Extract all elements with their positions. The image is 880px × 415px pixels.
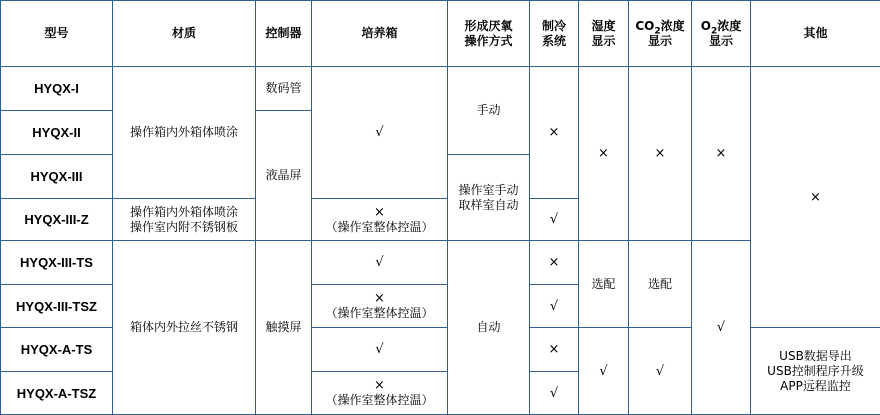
cooling-cell: √: [530, 372, 579, 415]
model-cell: HYQX-III-Z: [1, 199, 113, 241]
header-anaerobic: [448, 1, 530, 67]
anaerobic-cell: 手动: [448, 67, 530, 155]
co2-cell: ×: [629, 67, 692, 241]
incubator-cell: [312, 199, 448, 241]
material-line2: 操作室内附不锈钢板: [116, 220, 252, 235]
header-incubator: 培养箱: [312, 1, 448, 67]
model-cell: HYQX-III-TS: [1, 241, 113, 285]
header-co2: [629, 1, 692, 67]
model-cell: HYQX-II: [1, 111, 113, 155]
incubator-mark: ×: [315, 378, 444, 393]
incubator-note: （操作室整体控温）: [315, 220, 444, 235]
other-line1: USB数据导出: [754, 349, 877, 364]
humidity-cell: 选配: [579, 241, 629, 328]
model-cell: HYQX-A-TS: [1, 328, 113, 372]
incubator-cell: √: [312, 328, 448, 372]
model-cell: HYQX-III-TSZ: [1, 285, 113, 328]
header-humidity-line1: 湿度: [582, 19, 625, 34]
incubator-cell: √: [312, 241, 448, 285]
other-cell: ×: [751, 67, 880, 328]
material-cell: 箱体内外拉丝不锈钢: [113, 241, 256, 415]
o2-subscript: 2: [711, 26, 717, 36]
header-material: 材质: [113, 1, 256, 67]
header-cooling-line1: 制冷: [533, 19, 575, 34]
co2-prefix: CO: [635, 19, 654, 33]
header-cooling: [530, 1, 579, 67]
cooling-cell: ×: [530, 67, 579, 199]
cooling-cell: √: [530, 199, 579, 241]
controller-cell: 数码管: [256, 67, 312, 111]
header-co2-line2: 显示: [632, 34, 688, 49]
model-cell: HYQX-I: [1, 67, 113, 111]
header-cooling-line2: 系统: [533, 34, 575, 49]
header-o2-line2: 显示: [695, 34, 747, 49]
header-anaerobic-line1: 形成厌氧: [451, 19, 526, 34]
cooling-cell: √: [530, 285, 579, 328]
other-line3: APP远程监控: [754, 379, 877, 394]
material-line1: 操作箱内外箱体喷涂: [116, 205, 252, 220]
anaerobic-cell: [448, 155, 530, 241]
header-controller: 控制器: [256, 1, 312, 67]
header-other: 其他: [751, 1, 880, 67]
material-cell: 操作箱内外箱体喷涂: [113, 67, 256, 199]
anaerobic-cell: 自动: [448, 241, 530, 415]
material-cell: [113, 199, 256, 241]
o2-cell: ×: [692, 67, 751, 241]
humidity-cell: ×: [579, 67, 629, 241]
header-co2-line1: [632, 19, 688, 34]
controller-cell: 触摸屏: [256, 241, 312, 415]
controller-cell: 液晶屏: [256, 111, 312, 241]
co2-cell: √: [629, 328, 692, 415]
header-o2: [692, 1, 751, 67]
cooling-cell: ×: [530, 241, 579, 285]
model-cell: HYQX-A-TSZ: [1, 372, 113, 415]
header-humidity: [579, 1, 629, 67]
cooling-cell: ×: [530, 328, 579, 372]
other-cell: [751, 328, 880, 415]
o2-suffix: 浓度: [717, 19, 741, 33]
incubator-mark: ×: [315, 205, 444, 220]
incubator-mark: ×: [315, 291, 444, 306]
header-o2-line1: [695, 19, 747, 34]
o2-cell: √: [692, 241, 751, 415]
anaerobic-line1: 操作室手动: [451, 183, 526, 198]
incubator-cell: [312, 285, 448, 328]
incubator-cell: [312, 372, 448, 415]
header-model: 型号: [1, 1, 113, 67]
other-line2: USB控制程序升级: [754, 364, 877, 379]
incubator-note: （操作室整体控温）: [315, 306, 444, 321]
table-row: [1, 67, 880, 111]
co2-cell: 选配: [629, 241, 692, 328]
anaerobic-line2: 取样室自动: [451, 198, 526, 213]
header-row: [1, 1, 880, 67]
model-cell: HYQX-III: [1, 155, 113, 199]
co2-subscript: 2: [654, 26, 660, 36]
header-humidity-line2: 显示: [582, 34, 625, 49]
incubator-cell: √: [312, 67, 448, 199]
humidity-cell: √: [579, 328, 629, 415]
incubator-note: （操作室整体控温）: [315, 393, 444, 408]
table-row: [1, 241, 880, 285]
header-anaerobic-line2: 操作方式: [451, 34, 526, 49]
co2-suffix: 浓度: [661, 19, 685, 33]
o2-prefix: O: [701, 19, 711, 33]
